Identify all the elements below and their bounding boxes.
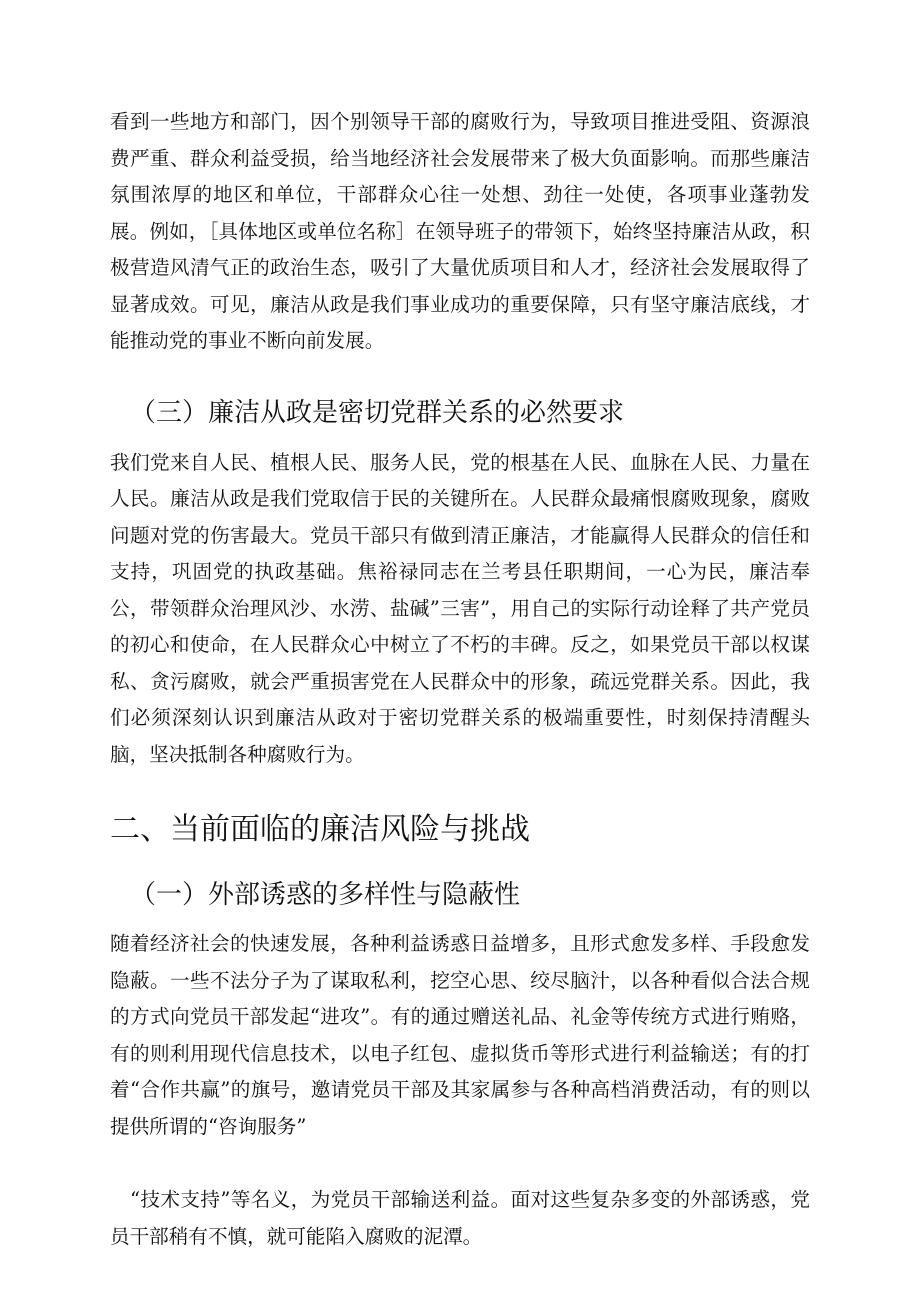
section-heading-2: 二、当前面临的廉洁风险与挑战 bbox=[110, 812, 530, 847]
body-paragraph: 我们党来自人民、植根人民、服务人民，党的根基在人民、血脉在人民、力量在人民。廉洁从政是我们党取信于民的关键所在。人民群众最痛恨腐败现象，腐败问题对党的伤害最大。党员干部只有做到清正廉洁，才能赢得人民群众的信任和支持，巩固党的执政基础。焦裕禄同志在兰考县任职期间，一心为民，廉洁奉公，带领群众治理风沙、水涝、盐碱”三害”，用自己的实际行动诠释了共产党员的初心和使命，在人民群众心中树立了不朽的丰碑。反之，如果党员干部以权谋私、贪污腐败，就会严重损害党在人民群众中的形象，疏远党群关系。因此，我们必须深刻认识到廉洁从政对于密切党群关系的极端重要性，时刻保持清醒头脑，坚决抵制各种腐败行为。 bbox=[110, 450, 810, 766]
body-paragraph: 随着经济社会的快速发展，各种利益诱惑日益增多，且形式愈发多样、手段愈发隐蔽。一些不法分子为了谋取私利，挖空心思、绞尽脑汁，以各种看似合法合规的方式向党员干部发起“进攻”。有的通过赠送礼品、礼金等传统方式进行贿赂，有的则利用现代信息技术，以电子红包、虚拟货币等形式进行利益输送；有的打着“合作共赢”的旗号，邀请党员干部及其家属参与各种高档消费活动，有的则以提供所谓的“咨询服务” bbox=[110, 932, 810, 1138]
body-paragraph: “技术支持”等名义，为党员干部输送利益。面对这些复杂多变的外部诱惑，党员干部稍有不慎，就可能陷入腐败的泥潭。 bbox=[110, 1188, 810, 1248]
section-heading-3: （一）外部诱惑的多样性与隐蔽性 bbox=[130, 880, 521, 910]
body-paragraph: 看到一些地方和部门，因个别领导干部的腐败行为，导致项目推进受阻、资源浪费严重、群众利益受损，给当地经济社会发展带来了极大负面影响。而那些廉洁氛围浓厚的地区和单位，干部群众心往一处想、劲往一处使，各项事业蓬勃发展。例如，［具体地区或单位名称］在领导班子的带领下，始终坚持廉洁从政，积极营造风清气正的政治生态，吸引了大量优质项目和人才，经济社会发展取得了显著成效。可见，廉洁从政是我们事业成功的重要保障，只有坚守廉洁底线，才能推动党的事业不断向前发展。 bbox=[110, 110, 810, 352]
document-page bbox=[110, 104, 810, 1255]
section-heading-3: （三）廉洁从政是密切党群关系的必然要求 bbox=[130, 397, 625, 428]
